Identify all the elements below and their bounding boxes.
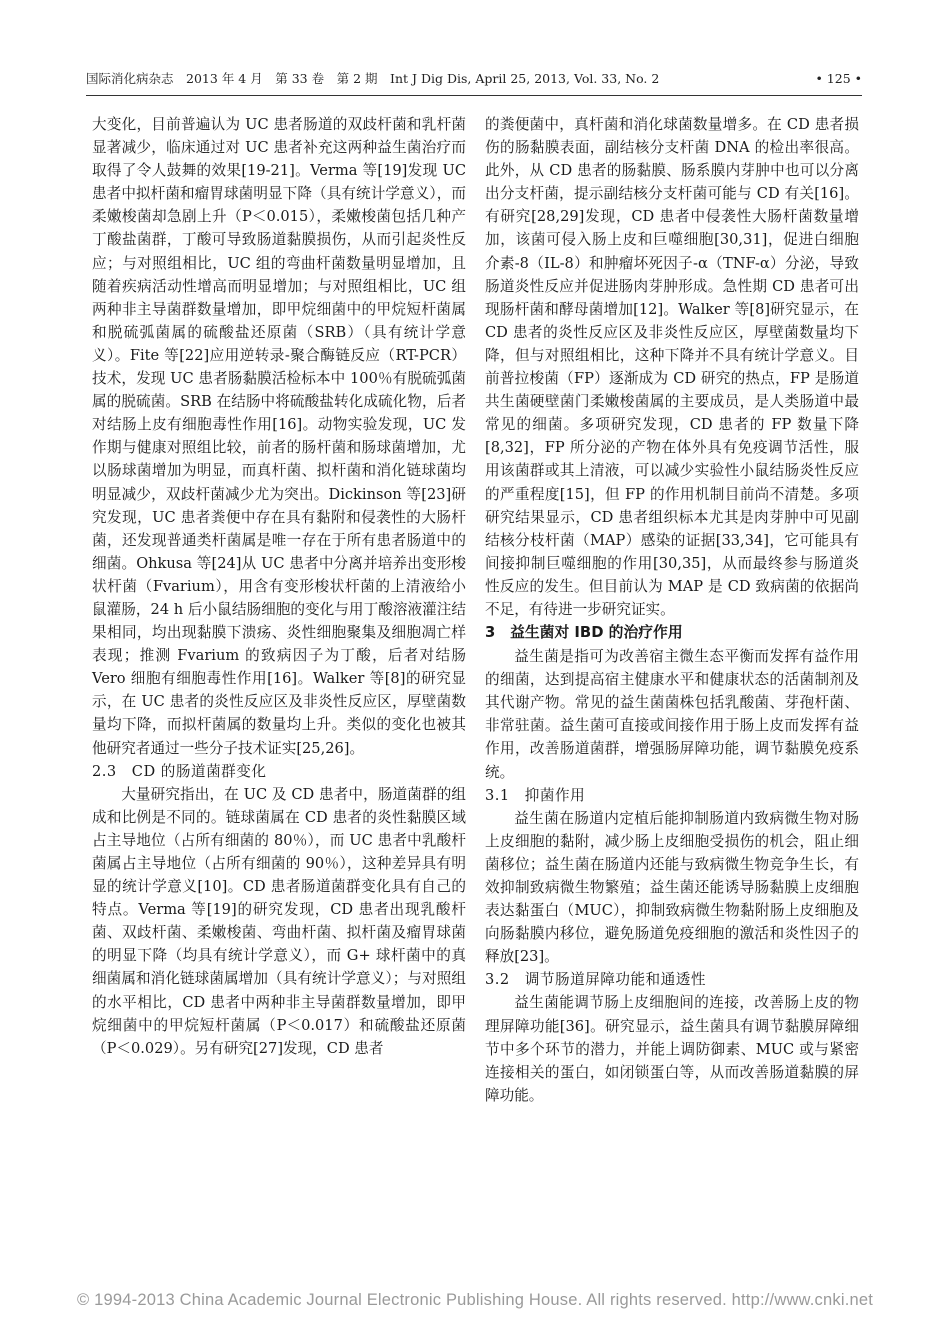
right-paragraph-4: 益生菌能调节肠上皮细胞间的连接，改善肠上皮的物理屏障功能[36]。研究显示，益生菌具有调节黏膜屏障细节中多个环节的潜力，并能上调防御素、MUC 或与紧密连接相关的蛋白，如闭锁蛋白等，从而改善肠道黏膜的屏障功能。 <box>485 994 859 1104</box>
right-paragraph-1: 的粪便菌中，真杆菌和消化球菌数量增多。在 CD 患者损伤的肠黏膜表面，副结核分支杆菌 DNA 的检出率很高。此外，从 CD 患者的肠黏膜、肠系膜内芽肿中也可以分离出分支杆菌，提示副结核分支杆菌可能与 CD 有关[16]。有研究[28,29]发现，CD 患者中侵袭性大肠杆菌数量增加，该菌可侵入肠上皮和巨噬细胞[30,31]，促进白细胞介素-8（IL-8）和肿瘤坏死因子-α（TNF-α）分泌，导致肠道炎性反应并促进肠肉芽肿形成。急性期 CD 患者可出现肠杆菌和酵母菌增加[12]。Walker 等[8]研究显示，在 CD 患者的炎性反应区及非炎性反应区，厚壁菌数量均下降，但与对照组相比，这种下降并不具有统计学意义。目前普拉梭菌（FP）逐渐成为 CD 研究的热点，FP 是肠道共生菌硬壁菌门柔嫩梭菌属的主要成员，是人类肠道中最常见的细菌。多项研究发现，CD 患者的 FP 数量下降[8,32]，FP 所分泌的产物在体外具有免疫调节活性，服用该菌群或其上清液，可以减少实验性小鼠结肠炎性反应的严重程度[15]，但 FP 的作用机制目前尚不清楚。多项研究结果显示，CD 患者组织标本尤其是肉芽肿中可见副结核分枝杆菌（MAP）感染的证据[33,34]，它可能具有间接抑制巨噬细胞的作用[30,35]，从而最终参与肠道炎性反应的发生。但目前认为 MAP 是 CD 致病菌的依据尚不足，有待进一步研究证实。 <box>485 116 859 618</box>
section-heading-3: 3 益生菌对 IBD 的治疗作用 <box>485 624 683 642</box>
left-column <box>92 113 466 1060</box>
copyright-footer: © 1994-2013 China Academic Journal Electronic Publishing House. All rights reserved. http://www.cnki.net <box>76 1291 874 1309</box>
section-heading-3-2: 3.2 调节肠道屏障功能和通透性 <box>485 971 706 989</box>
header-journal-info <box>86 66 659 92</box>
header-journal-en: Int J Dig Dis, April 25, 2013, Vol. 33, No. 2 <box>390 71 660 86</box>
page-number: • 125 • <box>815 71 862 86</box>
section-heading-2-3: 2.3 CD 的肠道菌群变化 <box>92 762 267 780</box>
right-paragraph-2: 益生菌是指可为改善宿主微生态平衡而发挥有益作用的细菌，达到提高宿主健康水平和健康状态的活菌制剂及其代谢产物。常见的益生菌菌株包括乳酸菌、芽孢杆菌、非常驻菌。益生菌可直接或间接作用于肠上皮而发挥有益作用，改善肠道菌群，增强肠屏障功能，调节黏膜免疫系统。 <box>485 648 859 781</box>
header-rule <box>86 95 862 96</box>
right-paragraph-3: 益生菌在肠道内定植后能抑制肠道内致病微生物对肠上皮细胞的黏附，减少肠上皮细胞受损伤的机会，阻止细菌移位；益生菌在肠道内还能与致病微生物竞争生长，有效抑制致病微生物繁殖；益生菌还能诱导肠黏膜上皮细胞表达黏蛋白（MUC），抑制致病微生物黏附肠上皮细胞及向肠黏膜内移位，避免肠道免疫细胞的激活和炎性因子的释放[23]。 <box>485 809 859 966</box>
running-header <box>86 66 862 92</box>
header-date-cn: 2013 年 4 月 <box>186 71 263 86</box>
header-journal-cn: 国际消化病杂志 <box>86 71 174 86</box>
header-issue-cn: 第 2 期 <box>336 71 378 86</box>
header-volume-cn: 第 33 卷 <box>275 71 325 86</box>
section-heading-3-1: 3.1 抑菌作用 <box>485 786 586 804</box>
right-column <box>485 113 859 1107</box>
left-paragraph-2: 大量研究指出，在 UC 及 CD 患者中，肠道菌群的组成和比例是不同的。链球菌属在 CD 患者的炎性黏膜区域占主导地位（占所有细菌的 80％），而 UC 患者中乳酸杆菌属占主导地位（占所有细菌的 90％），这种差异具有明显的统计学意义[10]。CD 患者肠道菌群变化具有自己的特点。Verma 等[19]的研究发现，CD 患者出现乳酸杆菌、双歧杆菌、柔嫩梭菌、弯曲杆菌、拟杆菌及瘤胃球菌的明显下降（均具有统计学意义），而 G+ 球杆菌中的真细菌属和消化链球菌属增加（具有统计学意义）；与对照组的水平相比，CD 患者中两种非主导菌群数量增加，即甲烷细菌中的甲烷短杆菌属（P＜0.017）和硫酸盐还原菌（P＜0.029）。另有研究[27]发现，CD 患者 <box>92 785 466 1057</box>
left-paragraph-1: 大变化，目前普遍认为 UC 患者肠道的双歧杆菌和乳杆菌显著减少，临床通过对 UC 患者补充这两种益生菌治疗而取得了令人鼓舞的效果[19-21]。Verma 等[19]发现 UC 患者中拟杆菌和瘤胃球菌明显下降（具有统计学意义），而柔嫩梭菌却急剧上升（P＜0.015），柔嫩梭菌包括几种产丁酸盐菌群，丁酸可导致肠道黏膜损伤，从而引起炎性反应；与对照组相比，UC 组的弯曲杆菌数量明显增加，且随着疾病活动性增高而明显增加；与对照组相比，UC 组两种非主导菌群数量增加，即甲烷细菌中的甲烷短杆菌属和脱硫弧菌属的硫酸盐还原菌（SRB）（具有统计学意义）。Fite 等[22]应用逆转录-聚合酶链反应（RT-PCR）技术，发现 UC 患者肠黏膜活检标本中 100％有脱硫弧菌属的脱硫菌。SRB 在结肠中将硫酸盐转化成硫化物，后者对结肠上皮有细胞毒性作用[16]。动物实验发现，UC 发作期与健康对照组比较，前者的肠杆菌和肠球菌增加，尤以肠球菌增加为明显，而真杆菌、拟杆菌和消化链球菌均明显减少，双歧杆菌减少尤为突出。Dickinson 等[23]研究发现，UC 患者粪便中存在具有黏附和侵袭性的大肠杆菌，还发现普通类杆菌属是唯一存在于所有患者肠道中的细菌。Ohkusa 等[24]从 UC 患者中分离并培养出变形梭状杆菌（Fvarium），用含有变形梭状杆菌的上清液给小鼠灌肠，24 h 后小鼠结肠细胞的变化与用丁酸溶液灌注结果相同，均出现黏膜下溃疡、炎性细胞聚集及细胞凋亡样表现；推测 Fvarium 的致病因子为丁酸，后者对结肠 Vero 细胞有细胞毒性作用[16]。Walker 等[8]的研究显示，在 UC 患者的炎性反应区及非炎性反应区，厚壁菌数量均下降，而拟杆菌属的数量均上升。类似的变化也被其他研究者通过一些分子技术证实[25,26]。 <box>92 116 466 757</box>
